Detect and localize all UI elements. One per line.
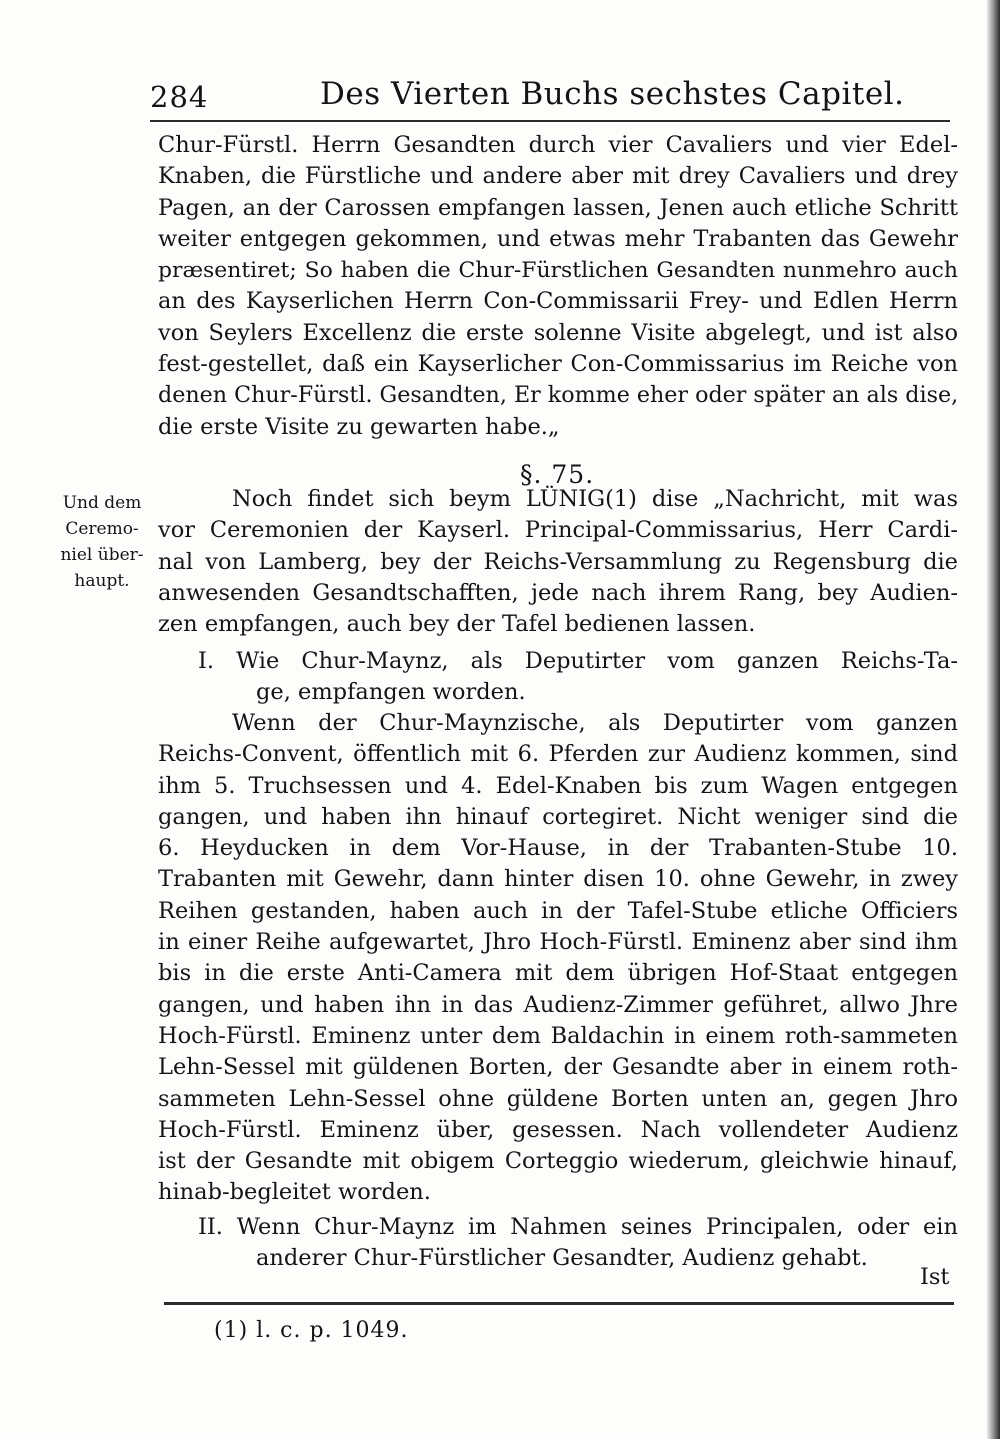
- text-line: von Seylers Excellenz die erste solenne Visite abgelegt, und ist also: [158, 319, 958, 346]
- text-line: Hoch-Fürstl. Eminenz unter dem Baldachin in einem roth-sammeten: [158, 1022, 958, 1049]
- text-line: bis in die erste Anti-Camera mit dem übrigen Hof-Staat entgegen: [158, 960, 958, 987]
- continued-paragraph: [158, 130, 958, 443]
- text-line: vor Ceremonien der Kayserl. Principal-Commissarius, Herr Cardi-: [158, 517, 958, 544]
- text-line: nal von Lamberg, bey der Reichs-Versammlung zu Regensburg die: [158, 548, 958, 575]
- text-line: denen Chur-Fürstl. Gesandten, Er komme eher oder später an als dise,: [158, 382, 958, 409]
- margin-note: [52, 490, 152, 594]
- text-line: an des Kayserlichen Herrn Con-Commissarii Frey- und Edlen Herrn: [158, 288, 958, 315]
- header-rule: [150, 120, 950, 122]
- text-line: præsentiret; So haben die Chur-Fürstlichen Gesandten nunmehro auch: [158, 258, 958, 284]
- page-edge-shadow: [986, 0, 1000, 1439]
- text-line: zen empfangen, auch bey der Tafel bedienen lassen.: [158, 611, 756, 638]
- text-line: anwesenden Gesandtschafften, jede nach ihrem Rang, bey Audien-: [158, 579, 958, 606]
- text-line: die erste Visite zu gewarten habe.„: [158, 413, 560, 440]
- footnote: (1) l. c. p. 1049.: [214, 1318, 409, 1343]
- text-line: in einer Reihe aufgewartet, Jhro Hoch-Fürstl. Eminenz aber sind ihm: [158, 929, 958, 956]
- margin-note-line: Ceremo-: [65, 519, 139, 539]
- item-two-heading: [158, 1212, 958, 1275]
- page-number: 284: [150, 80, 209, 114]
- margin-note-line: haupt.: [74, 571, 130, 591]
- text-line: gangen, und haben ihn hinauf cortegiret. Nicht weniger sind die: [158, 803, 958, 830]
- text-line: anderer Chur-Fürstlicher Gesandter, Audienz gehabt.: [256, 1245, 868, 1272]
- text-line: ihm 5. Truchsessen und 4. Edel-Knaben bis zum Wagen entgegen: [158, 772, 958, 799]
- text-line: fest-gestellet, daß ein Kayserlicher Con-Commissarius im Reiche von: [158, 351, 958, 378]
- text-line: ge, empfangen worden.: [256, 679, 526, 706]
- text-line: Knaben, die Fürstliche und andere aber mit drey Cavaliers und drey: [158, 163, 958, 190]
- margin-note-line: Und dem: [62, 493, 142, 513]
- item-one-body: [158, 708, 958, 1209]
- section-heading: §. 75.: [520, 460, 595, 489]
- text-line: Lehn-Sessel mit güldenen Borten, der Gesandte aber in einem roth-: [158, 1054, 958, 1081]
- page-header: [150, 72, 950, 116]
- text-line: weiter entgegen gekommen, und etwas mehr Trabanten das Gewehr: [158, 225, 958, 252]
- text-line: Pagen, an der Carossen empfangen lassen, Jenen auch etliche Schritt: [158, 194, 958, 221]
- text-line: Noch findet sich beym LÜNIG(1) dise „Nachricht, mit was: [232, 486, 958, 512]
- text-line: gangen, und haben ihn in das Audienz-Zimmer geführet, allwo Jhre: [158, 991, 958, 1018]
- text-line: 6. Heyducken in dem Vor-Hause, in der Trabanten-Stube 10.: [158, 835, 958, 862]
- text-line: hinab-begleitet worden.: [158, 1179, 431, 1206]
- text-line: ist der Gesandte mit obigem Corteggio wiederum, gleichwie hinauf,: [158, 1148, 958, 1175]
- text-line: II. Wenn Chur-Maynz im Nahmen seines Principalen, oder ein: [198, 1214, 958, 1240]
- text-line: I. Wie Chur-Maynz, als Deputirter vom ganzen Reichs-Ta-: [198, 648, 958, 674]
- catchword: Ist: [920, 1264, 950, 1290]
- section-paragraph: [158, 484, 958, 640]
- text-line: Hoch-Fürstl. Eminenz über, gesessen. Nach vollendeter Audienz: [158, 1116, 958, 1143]
- footnote-rule: [164, 1302, 954, 1305]
- text-line: Chur-Fürstl. Herrn Gesandten durch vier Cavaliers und vier Edel-: [158, 132, 958, 158]
- text-line: sammeten Lehn-Sessel ohne güldene Borten unten an, gegen Jhro: [158, 1085, 958, 1112]
- text-line: Reihen gestanden, haben auch in der Tafel-Stube etliche Officiers: [158, 897, 958, 924]
- text-line: Wenn der Chur-Maynzische, als Deputirter vom ganzen: [232, 710, 958, 736]
- running-head: Des Vierten Buchs sechstes Capitel.: [320, 76, 905, 112]
- margin-note-line: niel über-: [60, 545, 144, 565]
- text-line: Reichs-Convent, öffentlich mit 6. Pferden zur Audienz kommen, sind: [158, 741, 958, 768]
- item-one-heading: [158, 646, 958, 709]
- text-line: Trabanten mit Gewehr, dann hinter disen 10. ohne Gewehr, in zwey: [158, 866, 958, 893]
